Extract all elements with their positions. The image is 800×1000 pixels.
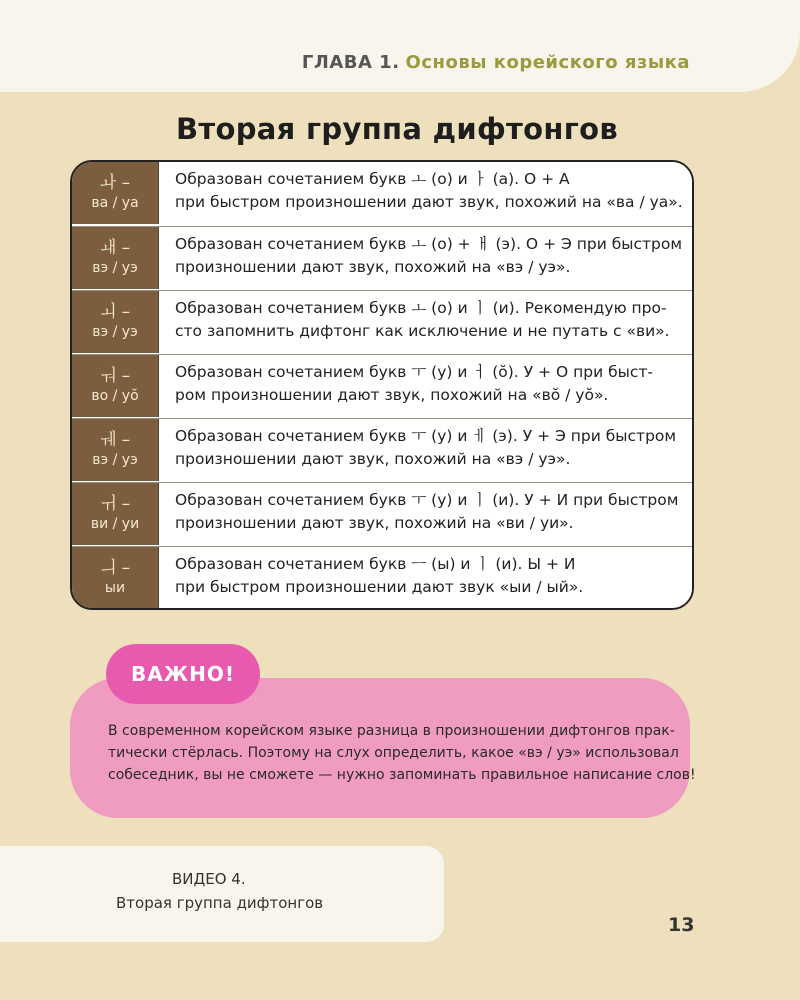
chapter-heading [302,52,690,73]
diphthong-romanization: ыи [104,580,126,596]
chapter-header [0,0,800,92]
description-line: Образован сочетанием букв ㅗ (о) + ㅐ (э). О + Э при быстром [175,235,683,253]
important-badge: ВАЖНО! [106,644,260,704]
diphthong-description [159,419,692,481]
description-line: Образован сочетанием букв ㅜ (у) и ㅓ (ŏ). У + О при быст- [175,363,654,381]
table-row [72,482,692,545]
diphthong-romanization: ви / уи [90,516,140,532]
section-title: Вторая группа дифтонгов [176,112,619,146]
diphthong-cell [72,547,159,609]
diphthong-description [159,483,692,545]
diphthong-romanization: во / уŏ [91,388,139,404]
description-line: Образован сочетанием букв ㅡ (ы) и ㅣ (и). Ы + И [175,555,576,573]
page-number: 13 [668,914,695,936]
diphthong-glyph: ㅚ – [99,302,131,322]
diphthong-glyph: ㅟ – [99,494,131,514]
video-card[interactable] [0,846,444,942]
diphthong-cell [72,483,159,545]
description-line: Образован сочетанием букв ㅜ (у) и ㅔ (э). У + Э при быстром [175,427,677,445]
important-line: тически стёрлась. Поэтому на слух определить, какое «вэ / уэ» использовал [108,745,679,761]
diphthong-romanization: вэ / уэ [92,452,138,468]
description-line: Образован сочетанием букв ㅗ (о) и ㅣ (и). Рекомендую про- [175,299,667,317]
diphthong-glyph: ㅞ – [99,430,131,450]
diphthong-glyph: ㅝ – [99,366,131,386]
diphthong-glyph: ㅘ – [99,173,131,193]
diphthong-cell [72,355,159,417]
chapter-label: ГЛАВА 1. [301,52,400,73]
description-line: произношении дают звук, похожий на «вэ / уэ». [175,450,571,468]
diphthong-description [159,355,692,417]
diphthong-cell [72,291,159,353]
description-line: произношении дают звук, похожий на «ви / уи». [175,514,574,532]
table-row [72,226,692,289]
chapter-title: Основы корейского языка [405,52,690,73]
table-row [72,418,692,481]
important-line: В современном корейском языке разница в произношении дифтонгов прак- [108,723,675,739]
diphthong-description [159,162,694,224]
table-row [72,162,692,224]
table-row [72,546,692,609]
diphthong-cell [72,419,159,481]
video-label: ВИДЕО 4. [172,870,246,888]
description-line: сто запомнить дифтонг как исключение и не путать с «ви». [175,322,670,340]
diphthong-romanization: ва / уа [91,195,139,211]
diphthong-description [159,227,694,289]
important-line: собеседник, вы не сможете — нужно запоминать правильное написание слов! [108,767,696,783]
diphthong-description [159,291,692,353]
description-line: ром произношении дают звук, похожий на «вŏ / уŏ». [175,386,609,404]
table-row [72,290,692,353]
description-line: при быстром произношении дают звук «ыи / ый». [175,578,584,596]
important-text [108,720,696,786]
description-line: при быстром произношении дают звук, похожий на «ва / уа». [175,193,683,211]
diphthong-table [70,160,694,610]
diphthong-romanization: вэ / уэ [92,324,138,340]
diphthong-romanization: вэ / уэ [92,260,138,276]
video-title: Вторая группа дифтонгов [116,894,324,912]
diphthong-description [159,547,692,609]
description-line: произношении дают звук, похожий на «вэ / уэ». [175,258,571,276]
diphthong-cell [72,162,159,224]
description-line: Образован сочетанием букв ㅜ (у) и ㅣ (и). У + И при быстром [175,491,679,509]
diphthong-glyph: ㅙ – [99,238,131,258]
diphthong-glyph: ㅢ – [99,558,131,578]
diphthong-cell [72,227,159,289]
table-row [72,354,692,417]
description-line: Образован сочетанием букв ㅗ (о) и ㅏ (а). О + А [175,170,570,188]
